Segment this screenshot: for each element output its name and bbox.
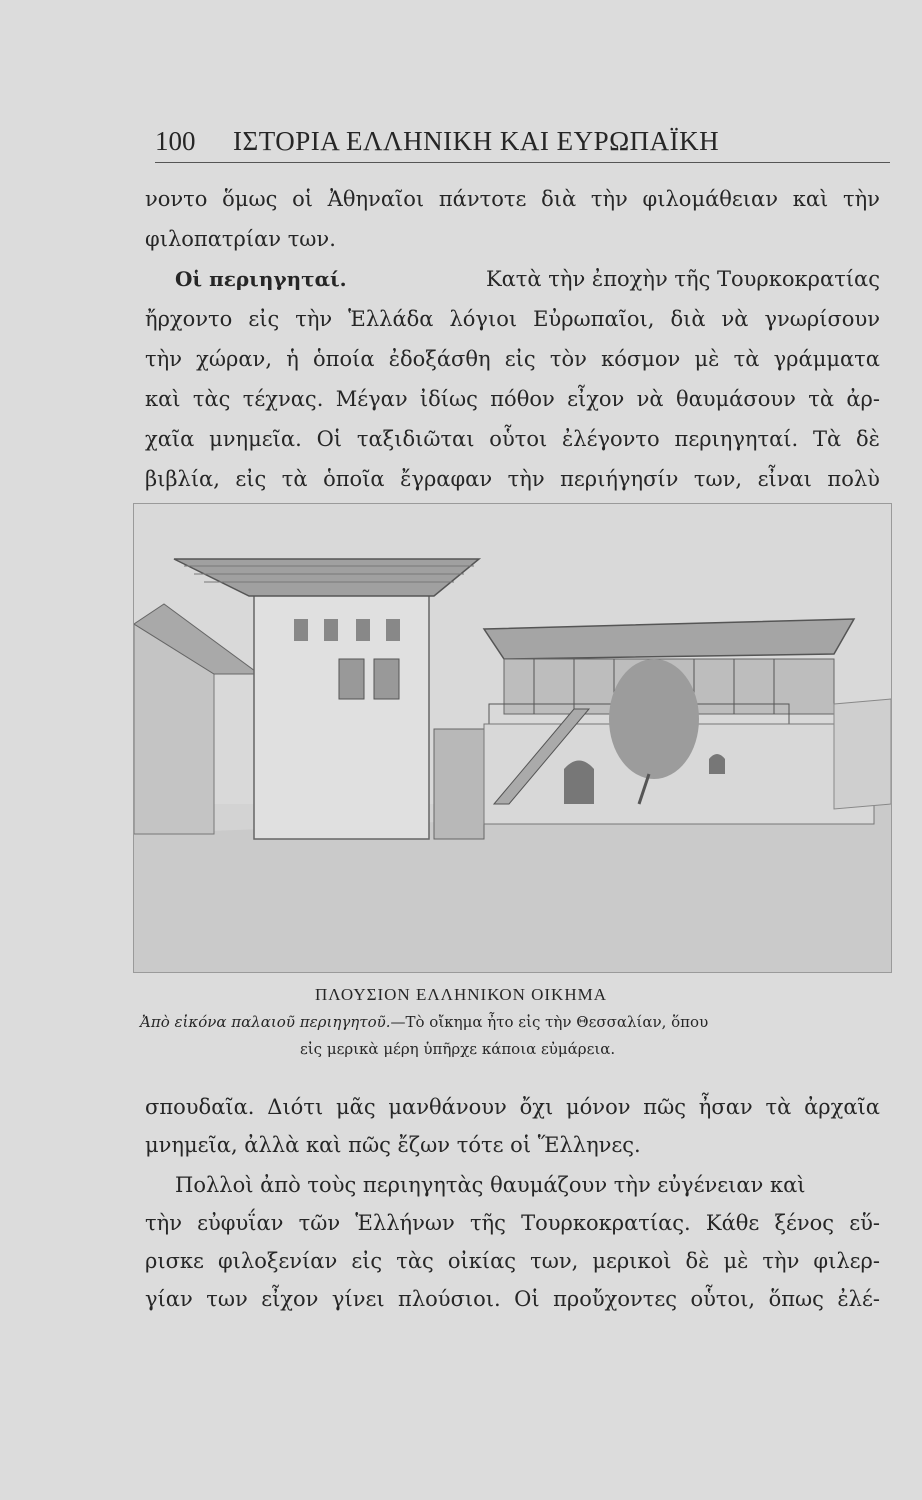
text-line: Πολλοὶ ἀπὸ τοὺς περιηγητὰς θαυμάζουν τὴν εὐγένειαν καὶ <box>175 1173 806 1197</box>
figure-caption-line <box>140 1013 708 1031</box>
text-line: τὴν χώραν, ἡ ὁποία ἐδοξάσθη εἰς τὸν κόσμον μὲ τὰ γράμματα <box>145 347 880 371</box>
page-number: 100 <box>155 126 196 156</box>
running-title: ΙΣΤΟΡΙΑ ΕΛΛΗΝΙΚΗ ΚΑΙ ΕΥΡΩΠΑΪΚΗ <box>233 126 720 156</box>
text-line: γίαν των εἶχον γίνει πλούσιοι. Οἱ προὔχοντες οὗτοι, ὅπως ἐλέ- <box>145 1287 880 1311</box>
text-line: καὶ τὰς τέχνας. Μέγαν ἰδίως πόθον εἶχον νὰ θαυμάσουν τὰ ἀρ- <box>145 387 880 411</box>
text-line: χαῖα μνημεῖα. Οἱ ταξιδιῶται οὗτοι ἐλέγοντο περιηγηταί. Τὰ δὲ <box>145 427 880 451</box>
figure-caption-text: —Τὸ οἴκημα ἦτο εἰς τὴν Θεσσαλίαν, ὅπου <box>390 1013 709 1031</box>
text-line: μνημεῖα, ἀλλὰ καὶ πῶς ἔζων τότε οἱ Ἕλληνες. <box>145 1133 641 1157</box>
text-line: βιβλία, εἰς τὰ ὁποῖα ἔγραφαν τὴν περιήγησίν των, εἶναι πολὺ <box>145 467 880 491</box>
text-line: σπουδαῖα. Διότι μᾶς μανθάνουν ὄχι μόνον πῶς ἦσαν τὰ ἀρχαῖα <box>145 1095 880 1119</box>
text-line: φιλοπατρίαν των. <box>145 227 336 251</box>
page-header <box>155 122 890 163</box>
text-line: Κατὰ τὴν ἐποχὴν τῆς Τουρκοκρατίας <box>485 267 880 291</box>
paragraph-heading-line <box>175 262 880 296</box>
figure-caption-source: Ἀπὸ εἰκόνα παλαιοῦ περιηγητοῦ. <box>140 1013 391 1031</box>
text-line: τὴν εὐφυΐαν τῶν Ἑλλήνων τῆς Τουρκοκρατίας. Κάθε ξένος εὕ- <box>145 1211 880 1235</box>
text-line: ἤρχοντο εἰς τὴν Ἑλλάδα λόγιοι Εὐρωπαῖοι, διὰ νὰ γνωρίσουν <box>145 307 880 331</box>
figure-caption-title: ΠΛΟΥΣΙΟΝ ΕΛΛΗΝΙΚΟΝ ΟΙΚΗΜΑ <box>314 985 608 1004</box>
text-line: ρισκε φιλοξενίαν εἰς τὰς οἰκίας των, μερικοὶ δὲ μὲ τὴν φιλερ- <box>145 1249 880 1273</box>
section-heading: Οἱ περιηγηταί. <box>175 267 347 291</box>
house-drawing <box>134 504 891 972</box>
figure-caption-line: εἰς μερικὰ μέρη ὑπῆρχε κάποια εὐμάρεια. <box>300 1040 616 1058</box>
text-line: νοντο ὅμως οἱ Ἀθηναῖοι πάντοτε διὰ τὴν φιλομάθειαν καὶ τὴν <box>145 187 880 211</box>
house-illustration <box>133 503 892 973</box>
